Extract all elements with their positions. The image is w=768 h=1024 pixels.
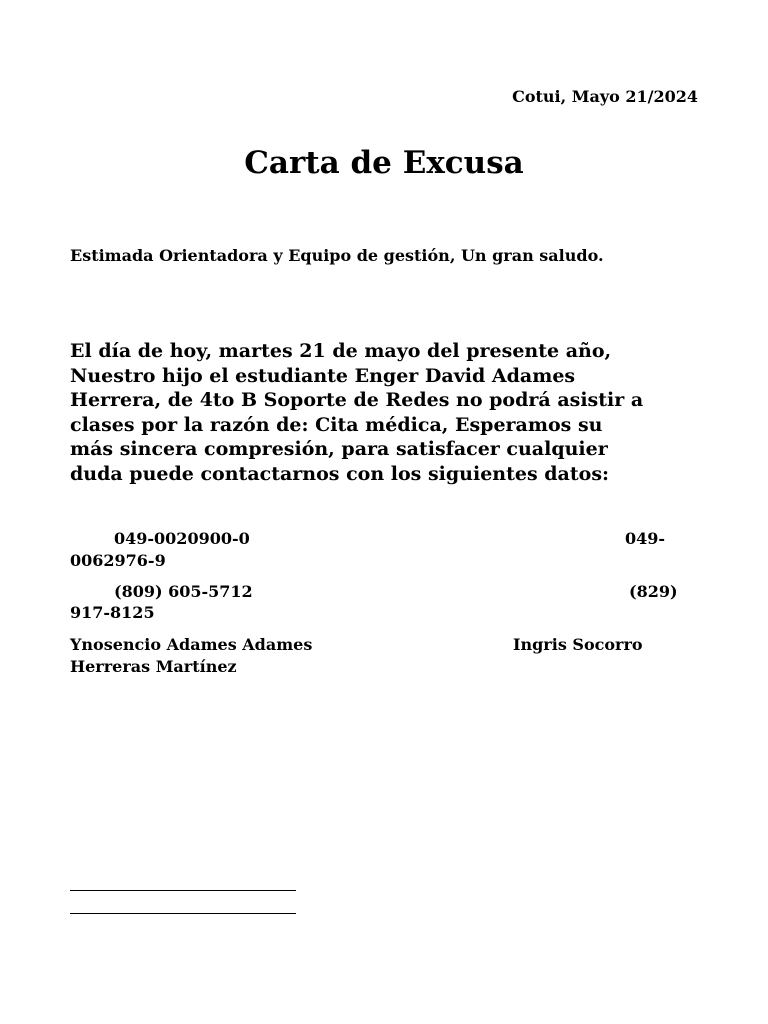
- signature-line: [70, 913, 296, 914]
- body-line: duda puede contactarnos con los siguientes datos:: [70, 462, 610, 485]
- letter-greeting: Estimada Orientadora y Equipo de gestión, Un gran saludo.: [70, 246, 604, 265]
- body-line: más sincera compresión, para satisfacer cualquier: [70, 438, 608, 460]
- id-number-left: 049-0020900-0: [114, 529, 250, 548]
- id-number-right-end: 0062976-9: [70, 551, 166, 570]
- parent-name-left: Ynosencio Adames Adames: [70, 635, 313, 654]
- signature-line: [70, 890, 296, 891]
- id-number-right-start: 049-: [625, 529, 666, 548]
- phone-number-right-end: 917-8125: [70, 603, 155, 622]
- letter-body: [70, 339, 705, 486]
- phone-number-right-start: (829): [629, 582, 678, 601]
- body-line: El día de hoy, martes 21 de mayo del presente año,: [70, 340, 612, 362]
- letter-date: Cotui, Mayo 21/2024: [512, 87, 698, 106]
- body-line: Nuestro hijo el estudiante Enger David Adames: [70, 364, 576, 387]
- body-line: Herrera, de 4to B Soporte de Redes no podrá asistir a: [70, 389, 644, 411]
- body-line: clases por la razón de: Cita médica, Esperamos su: [70, 413, 603, 436]
- letter-title: Carta de Excusa: [244, 145, 524, 181]
- parent-name-right-start: Ingris Socorro: [513, 635, 643, 654]
- parent-name-right-end: Herreras Martínez: [70, 657, 237, 676]
- phone-number-left: (809) 605-5712: [114, 582, 253, 601]
